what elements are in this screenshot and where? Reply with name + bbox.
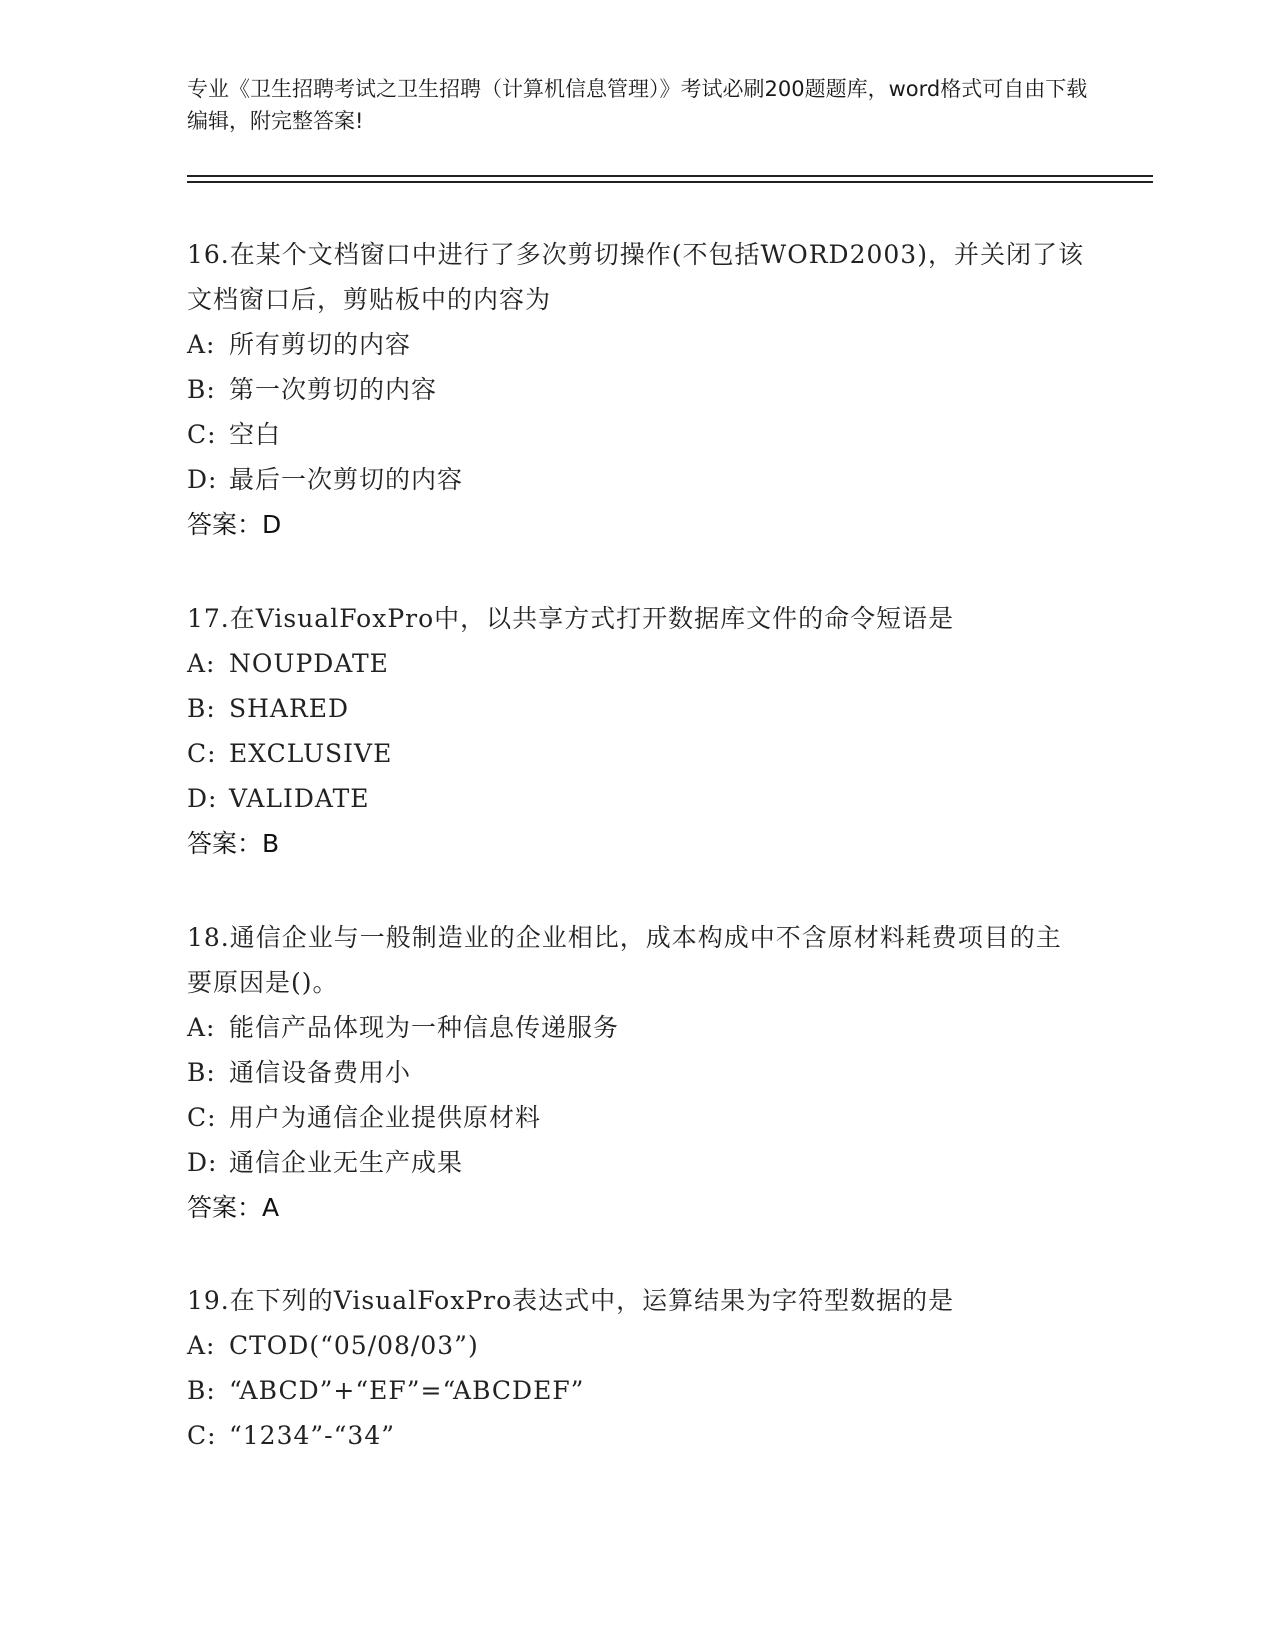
option-b	[187, 1368, 1087, 1413]
option-b	[187, 367, 1087, 412]
option-text: 最后一次剪切的内容	[229, 465, 464, 494]
option-text: SHARED	[229, 694, 350, 723]
option-b	[187, 1050, 1087, 1095]
header-divider-top	[187, 175, 1153, 177]
question-16	[187, 232, 1087, 547]
option-key: A:	[187, 1013, 216, 1042]
header-divider-bottom	[187, 181, 1153, 183]
option-c	[187, 731, 1087, 776]
option-text: 通信企业无生产成果	[229, 1148, 464, 1177]
question-18	[187, 915, 1087, 1230]
option-text: 第一次剪切的内容	[229, 375, 438, 404]
option-a	[187, 1323, 1087, 1368]
option-text: “ABCD”+“EF”=“ABCDEF”	[229, 1376, 585, 1405]
question-stem: 18.通信企业与一般制造业的企业相比，成本构成中不含原材料耗费项目的主要原因是()。	[187, 923, 1062, 997]
option-key: C:	[187, 1103, 217, 1132]
option-c	[187, 1095, 1087, 1140]
option-text: 空白	[229, 420, 282, 449]
option-key: D:	[187, 465, 218, 494]
option-text: NOUPDATE	[229, 649, 389, 678]
option-key: B:	[187, 694, 216, 723]
document-intro: 专业《卫生招聘考试之卫生招聘（计算机信息管理）》考试必刷200题题库，word格式可自由下载编辑，附完整答案!	[187, 77, 1088, 133]
option-key: B:	[187, 375, 216, 404]
option-key: D:	[187, 784, 218, 813]
question-17	[187, 596, 1087, 866]
option-text: 所有剪切的内容	[229, 330, 412, 359]
option-c	[187, 412, 1087, 457]
option-text: 用户为通信企业提供原材料	[229, 1103, 542, 1132]
option-key: C:	[187, 739, 217, 768]
option-d	[187, 776, 1087, 821]
question-stem: 19.在下列的VisualFoxPro表达式中，运算结果为字符型数据的是	[187, 1286, 955, 1315]
option-a	[187, 322, 1087, 367]
option-text: EXCLUSIVE	[229, 739, 393, 768]
option-key: C:	[187, 420, 217, 449]
option-key: A:	[187, 1331, 216, 1360]
option-a	[187, 1005, 1087, 1050]
option-b	[187, 686, 1087, 731]
option-key: B:	[187, 1376, 216, 1405]
question-stem: 17.在VisualFoxPro中，以共享方式打开数据库文件的命令短语是	[187, 604, 955, 633]
option-text: CTOD(“05/08/03”)	[229, 1331, 479, 1360]
question-stem: 16.在某个文档窗口中进行了多次剪切操作(不包括WORD2003)，并关闭了该文档窗口后，剪贴板中的内容为	[187, 240, 1084, 314]
option-key: C:	[187, 1421, 217, 1450]
option-c	[187, 1413, 1087, 1458]
answer-line: 答案：A	[187, 1193, 280, 1222]
question-19	[187, 1278, 1087, 1458]
option-text: VALIDATE	[229, 784, 370, 813]
option-key: D:	[187, 1148, 218, 1177]
option-key: A:	[187, 649, 216, 678]
option-key: B:	[187, 1058, 216, 1087]
option-text: “1234”-“34”	[229, 1421, 396, 1450]
option-text: 能信产品体现为一种信息传递服务	[229, 1013, 620, 1042]
option-key: A:	[187, 330, 216, 359]
option-d	[187, 1140, 1087, 1185]
option-a	[187, 641, 1087, 686]
option-d	[187, 457, 1087, 502]
answer-line: 答案：D	[187, 510, 282, 539]
option-text: 通信设备费用小	[229, 1058, 412, 1087]
answer-line: 答案：B	[187, 829, 280, 858]
